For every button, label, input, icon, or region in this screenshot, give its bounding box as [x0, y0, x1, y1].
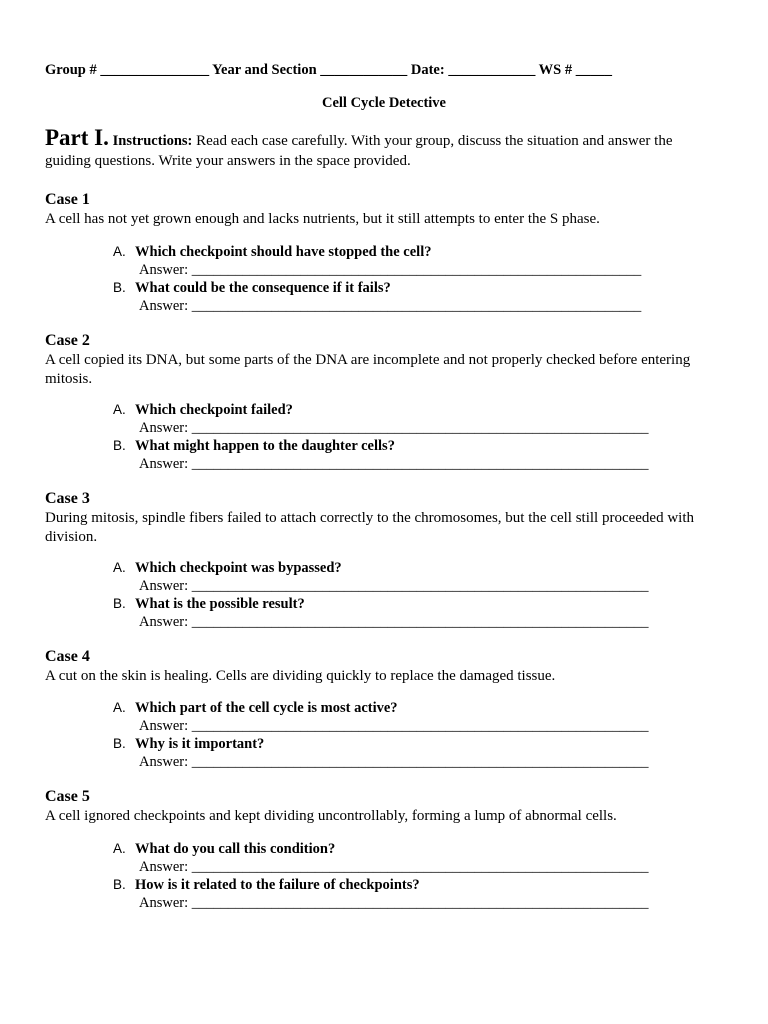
question-letter: A. [113, 560, 126, 575]
question-letter: A. [113, 402, 126, 417]
question-letter: B. [113, 438, 126, 453]
question-text: What is the possible result? [135, 596, 305, 612]
question-letter: A. [113, 244, 126, 259]
question-text: What could be the consequence if it fails? [135, 280, 391, 296]
case-1 [45, 190, 705, 229]
case-description: A cell has not yet grown enough and lacks nutrients, but it still attempts to enter the S phase. [45, 211, 600, 227]
case-description: A cell ignored checkpoints and kept dividing uncontrollably, forming a lump of abnormal cells. [45, 808, 617, 824]
case-3-questions [113, 559, 713, 631]
case-4-questions [113, 699, 713, 771]
question-row [113, 699, 713, 717]
question-text: Which checkpoint failed? [135, 402, 293, 418]
answer-line[interactable]: Answer: _______________________________________________________________ [139, 456, 649, 472]
part-instructions [45, 125, 705, 171]
question-text: Which checkpoint should have stopped the cell? [135, 244, 432, 260]
instructions-text: Read each case carefully. With your group, discuss the situation and answer the guiding questions. Write your answers in the space provided. [45, 133, 673, 169]
question-row [113, 401, 713, 419]
question-text: What do you call this condition? [135, 841, 336, 857]
question-letter: B. [113, 877, 126, 892]
question-text: How is it related to the failure of checkpoints? [135, 877, 420, 893]
header-fields[interactable]: Group # _______________ Year and Section ____________ Date: ____________ WS # _____ [45, 62, 612, 78]
question-row [113, 279, 713, 297]
answer-line[interactable]: Answer: _______________________________________________________________ [139, 420, 649, 436]
answer-line[interactable]: Answer: ______________________________________________________________ [139, 298, 642, 314]
case-description: During mitosis, spindle fibers failed to attach correctly to the chromosomes, but the cell still proceeded with division. [45, 510, 694, 545]
case-description: A cut on the skin is healing. Cells are dividing quickly to replace the damaged tissue. [45, 668, 556, 684]
question-letter: B. [113, 280, 126, 295]
question-letter: B. [113, 596, 126, 611]
question-row [113, 595, 713, 613]
question-letter: A. [113, 700, 126, 715]
answer-line[interactable]: Answer: _______________________________________________________________ [139, 718, 649, 734]
part-label: Part I. [45, 125, 109, 150]
case-5-questions [113, 840, 713, 912]
answer-line[interactable]: Answer: _______________________________________________________________ [139, 895, 649, 911]
question-row [113, 876, 713, 894]
answer-line[interactable]: Answer: _______________________________________________________________ [139, 614, 649, 630]
question-text: What might happen to the daughter cells? [135, 438, 395, 454]
case-1-questions [113, 243, 713, 315]
answer-line[interactable]: Answer: _______________________________________________________________ [139, 754, 649, 770]
question-row [113, 840, 713, 858]
case-title: Case 4 [45, 648, 90, 665]
case-2-questions [113, 401, 713, 473]
page-title: Cell Cycle Detective [322, 95, 446, 111]
case-2 [45, 331, 705, 389]
case-title: Case 1 [45, 191, 90, 208]
question-text: Which part of the cell cycle is most active? [135, 700, 398, 716]
question-text: Which checkpoint was bypassed? [135, 560, 342, 576]
answer-line[interactable]: Answer: _______________________________________________________________ [139, 578, 649, 594]
question-row [113, 437, 713, 455]
question-text: Why is it important? [135, 736, 265, 752]
case-title: Case 3 [45, 490, 90, 507]
answer-line[interactable]: Answer: ______________________________________________________________ [139, 262, 642, 278]
question-letter: A. [113, 841, 126, 856]
case-title: Case 2 [45, 332, 90, 349]
case-description: A cell copied its DNA, but some parts of the DNA are incomplete and not properly checked before entering mitosis. [45, 352, 691, 387]
question-row [113, 243, 713, 261]
case-4 [45, 647, 705, 686]
answer-line[interactable]: Answer: _______________________________________________________________ [139, 859, 649, 875]
instructions-label: Instructions: [112, 133, 193, 149]
case-title: Case 5 [45, 788, 90, 805]
case-3 [45, 489, 705, 547]
case-5 [45, 787, 705, 826]
question-letter: B. [113, 736, 126, 751]
question-row [113, 559, 713, 577]
question-row [113, 735, 713, 753]
